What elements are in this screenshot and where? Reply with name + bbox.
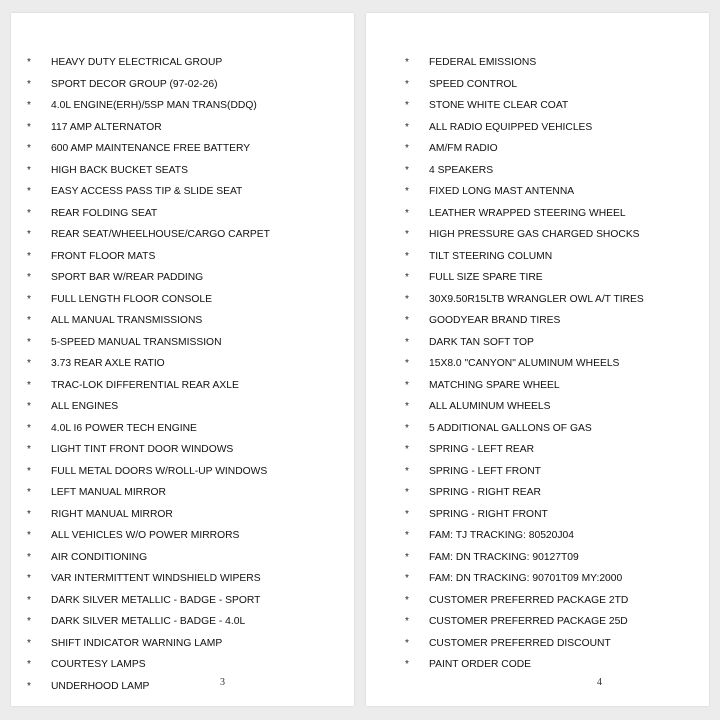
bullet-icon: * (27, 422, 31, 434)
bullet-icon: * (405, 659, 409, 670)
list-item-text: DARK SILVER METALLIC - BADGE - 4.0L (51, 616, 246, 627)
list-item (11, 676, 354, 698)
list-item-text: 5-SPEED MANUAL TRANSMISSION (51, 336, 222, 348)
list-item-text: 600 AMP MAINTENANCE FREE BATTERY (51, 143, 251, 154)
list-item-text: FEDERAL EMISSIONS (429, 57, 537, 68)
bullet-icon: * (405, 422, 409, 434)
list-item-text: 30X9.50R15LTB WRANGLER OWL A/T TIRES (429, 293, 644, 305)
list-item-text: FAM: DN TRACKING: 90701T09 MY:2000 (429, 573, 623, 584)
list-item-text: RIGHT MANUAL MIRROR (51, 508, 173, 520)
list-item-text: ALL RADIO EQUIPPED VEHICLES (429, 121, 593, 133)
list-item-text: REAR FOLDING SEAT (51, 207, 158, 219)
list-item (11, 547, 354, 569)
bullet-icon: * (27, 315, 31, 326)
bullet-icon: * (27, 164, 31, 176)
list-item (366, 547, 709, 569)
list-item (11, 95, 354, 117)
list-item-text: 4.0L I6 POWER TECH ENGINE (51, 422, 197, 434)
list-item (11, 482, 354, 504)
list-item-text: TRAC-LOK DIFFERENTIAL REAR AXLE (51, 379, 239, 391)
list-item (366, 375, 709, 397)
bullet-icon: * (27, 293, 31, 305)
page-number: 3 (220, 677, 225, 688)
list-item (11, 353, 354, 375)
list-item (366, 461, 709, 483)
list-item (11, 52, 354, 74)
list-item (11, 181, 354, 203)
bullet-icon: * (405, 57, 409, 68)
bullet-icon: * (405, 250, 409, 262)
list-item-text: SPRING - LEFT FRONT (429, 465, 541, 477)
list-item-text: GOODYEAR BRAND TIRES (429, 315, 561, 326)
list-item (11, 375, 354, 397)
list-item-text: FAM: TJ TRACKING: 80520J04 (429, 530, 574, 541)
bullet-icon: * (27, 401, 31, 412)
list-item (11, 504, 354, 526)
list-item (11, 203, 354, 225)
bullet-icon: * (405, 530, 409, 541)
list-item-text: HIGH BACK BUCKET SEATS (51, 164, 188, 176)
list-item-text: EASY ACCESS PASS TIP & SLIDE SEAT (51, 186, 243, 197)
list-item (11, 117, 354, 139)
list-item-text: FIXED LONG MAST ANTENNA (429, 186, 575, 197)
list-item-text: ALL MANUAL TRANSMISSIONS (51, 315, 203, 326)
bullet-icon: * (27, 659, 31, 670)
bullet-icon: * (405, 100, 409, 111)
bullet-icon: * (27, 100, 31, 111)
list-item (11, 396, 354, 418)
list-item (366, 117, 709, 139)
bullet-icon: * (405, 293, 409, 305)
list-item-text: COURTESY LAMPS (51, 659, 146, 670)
list-item-text: LEATHER WRAPPED STEERING WHEEL (429, 207, 626, 219)
list-item (366, 160, 709, 182)
feature-list-page-3 (11, 52, 354, 697)
page-4 (366, 13, 709, 706)
bullet-icon: * (27, 121, 31, 133)
list-item-text: DARK SILVER METALLIC - BADGE - SPORT (51, 594, 261, 606)
bullet-icon: * (27, 680, 31, 692)
list-item (366, 439, 709, 461)
list-item-text: DARK TAN SOFT TOP (429, 336, 534, 348)
list-item-text: HEAVY DUTY ELECTRICAL GROUP (51, 57, 223, 68)
bullet-icon: * (405, 358, 409, 369)
bullet-icon: * (405, 379, 409, 391)
bullet-icon: * (405, 637, 409, 649)
list-item-text: CUSTOMER PREFERRED DISCOUNT (429, 637, 611, 649)
list-item (11, 267, 354, 289)
list-item (366, 289, 709, 311)
bullet-icon: * (27, 358, 31, 369)
list-item-text: FULL SIZE SPARE TIRE (429, 272, 543, 283)
bullet-icon: * (405, 186, 409, 197)
list-item-text: TILT STEERING COLUMN (429, 250, 553, 262)
list-item (366, 310, 709, 332)
list-item (366, 246, 709, 268)
bullet-icon: * (27, 57, 31, 68)
bullet-icon: * (405, 229, 409, 240)
list-item (366, 353, 709, 375)
list-item-text: SHIFT INDICATOR WARNING LAMP (51, 637, 223, 649)
list-item-text: FULL LENGTH FLOOR CONSOLE (51, 293, 212, 305)
page-3 (11, 13, 354, 706)
list-item (11, 289, 354, 311)
bullet-icon: * (27, 465, 31, 477)
list-item (366, 52, 709, 74)
list-item-text: 117 AMP ALTERNATOR (51, 121, 162, 133)
list-item (366, 633, 709, 655)
bullet-icon: * (27, 143, 31, 154)
list-item-text: SPRING - RIGHT FRONT (429, 508, 548, 520)
bullet-icon: * (27, 272, 31, 283)
bullet-icon: * (405, 78, 409, 90)
list-item-text: CUSTOMER PREFERRED PACKAGE 2TD (429, 594, 629, 606)
list-item-text: FULL METAL DOORS W/ROLL-UP WINDOWS (51, 465, 268, 477)
list-item-text: CUSTOMER PREFERRED PACKAGE 25D (429, 616, 628, 627)
list-item (366, 654, 709, 676)
bullet-icon: * (27, 186, 31, 197)
list-item (366, 138, 709, 160)
list-item-text: 4.0L ENGINE(ERH)/5SP MAN TRANS(DDQ) (51, 100, 257, 111)
page-number: 4 (597, 677, 602, 688)
bullet-icon: * (27, 594, 31, 606)
list-item (11, 525, 354, 547)
list-item-text: FAM: DN TRACKING: 90127T09 (429, 551, 579, 563)
bullet-icon: * (27, 637, 31, 649)
list-item (366, 611, 709, 633)
list-item-text: SPEED CONTROL (429, 78, 518, 90)
list-item-text: 4 SPEAKERS (429, 164, 494, 176)
list-item-text: STONE WHITE CLEAR COAT (429, 100, 569, 111)
bullet-icon: * (405, 315, 409, 326)
list-item (366, 224, 709, 246)
bullet-icon: * (27, 207, 31, 219)
list-item-text: ALL VEHICLES W/O POWER MIRRORS (51, 530, 240, 541)
list-item (11, 310, 354, 332)
list-item-text: SPORT BAR W/REAR PADDING (51, 272, 204, 283)
list-item-text: AIR CONDITIONING (51, 551, 148, 563)
list-item-text: LIGHT TINT FRONT DOOR WINDOWS (51, 444, 234, 455)
list-item (366, 418, 709, 440)
bullet-icon: * (27, 551, 31, 563)
list-item-text: VAR INTERMITTENT WINDSHIELD WIPERS (51, 573, 261, 584)
list-item-text: REAR SEAT/WHEELHOUSE/CARGO CARPET (51, 229, 270, 240)
bullet-icon: * (27, 508, 31, 520)
bullet-icon: * (27, 78, 31, 90)
bullet-icon: * (405, 487, 409, 498)
list-item (11, 590, 354, 612)
list-item-text: PAINT ORDER CODE (429, 659, 532, 670)
list-item (11, 633, 354, 655)
list-item-text: SPORT DECOR GROUP (97-02-26) (51, 78, 218, 90)
list-item-text: 5 ADDITIONAL GALLONS OF GAS (429, 422, 592, 434)
list-item-text: AM/FM RADIO (429, 143, 498, 154)
bullet-icon: * (405, 594, 409, 606)
list-item (11, 418, 354, 440)
list-item (366, 181, 709, 203)
bullet-icon: * (27, 379, 31, 391)
bullet-icon: * (405, 508, 409, 520)
bullet-icon: * (405, 551, 409, 563)
list-item (366, 525, 709, 547)
bullet-icon: * (27, 616, 31, 627)
list-item-text: SPRING - LEFT REAR (429, 444, 535, 455)
list-item (366, 396, 709, 418)
feature-list-page-4 (366, 52, 709, 676)
bullet-icon: * (405, 444, 409, 455)
list-item (11, 246, 354, 268)
list-item-text: UNDERHOOD LAMP (51, 680, 150, 692)
list-item-text: 15X8.0 "CANYON" ALUMINUM WHEELS (429, 358, 620, 369)
list-item (11, 160, 354, 182)
list-item (11, 568, 354, 590)
list-item-text: MATCHING SPARE WHEEL (429, 379, 560, 391)
bullet-icon: * (27, 487, 31, 498)
bullet-icon: * (405, 121, 409, 133)
list-item-text: 3.73 REAR AXLE RATIO (51, 358, 165, 369)
list-item (11, 332, 354, 354)
bullet-icon: * (405, 616, 409, 627)
list-item (366, 95, 709, 117)
bullet-icon: * (405, 465, 409, 477)
list-item (366, 568, 709, 590)
bullet-icon: * (27, 229, 31, 240)
list-item-text: ALL ENGINES (51, 401, 119, 412)
bullet-icon: * (27, 573, 31, 584)
list-item (366, 267, 709, 289)
list-item (11, 439, 354, 461)
bullet-icon: * (27, 336, 31, 348)
list-item (11, 461, 354, 483)
list-item (11, 224, 354, 246)
list-item-text: LEFT MANUAL MIRROR (51, 487, 166, 498)
list-item (11, 138, 354, 160)
list-item (366, 332, 709, 354)
list-item-text: FRONT FLOOR MATS (51, 250, 156, 262)
list-item (366, 590, 709, 612)
list-item (366, 74, 709, 96)
list-item (11, 654, 354, 676)
list-item (11, 74, 354, 96)
bullet-icon: * (27, 444, 31, 455)
bullet-icon: * (405, 164, 409, 176)
list-item-text: HIGH PRESSURE GAS CHARGED SHOCKS (429, 229, 640, 240)
list-item (366, 482, 709, 504)
bullet-icon: * (27, 250, 31, 262)
bullet-icon: * (405, 573, 409, 584)
list-item (11, 611, 354, 633)
bullet-icon: * (405, 207, 409, 219)
bullet-icon: * (27, 530, 31, 541)
bullet-icon: * (405, 336, 409, 348)
bullet-icon: * (405, 272, 409, 283)
list-item (366, 504, 709, 526)
bullet-icon: * (405, 143, 409, 154)
list-item (366, 203, 709, 225)
bullet-icon: * (405, 401, 409, 412)
list-item-text: SPRING - RIGHT REAR (429, 487, 541, 498)
list-item-text: ALL ALUMINUM WHEELS (429, 401, 551, 412)
